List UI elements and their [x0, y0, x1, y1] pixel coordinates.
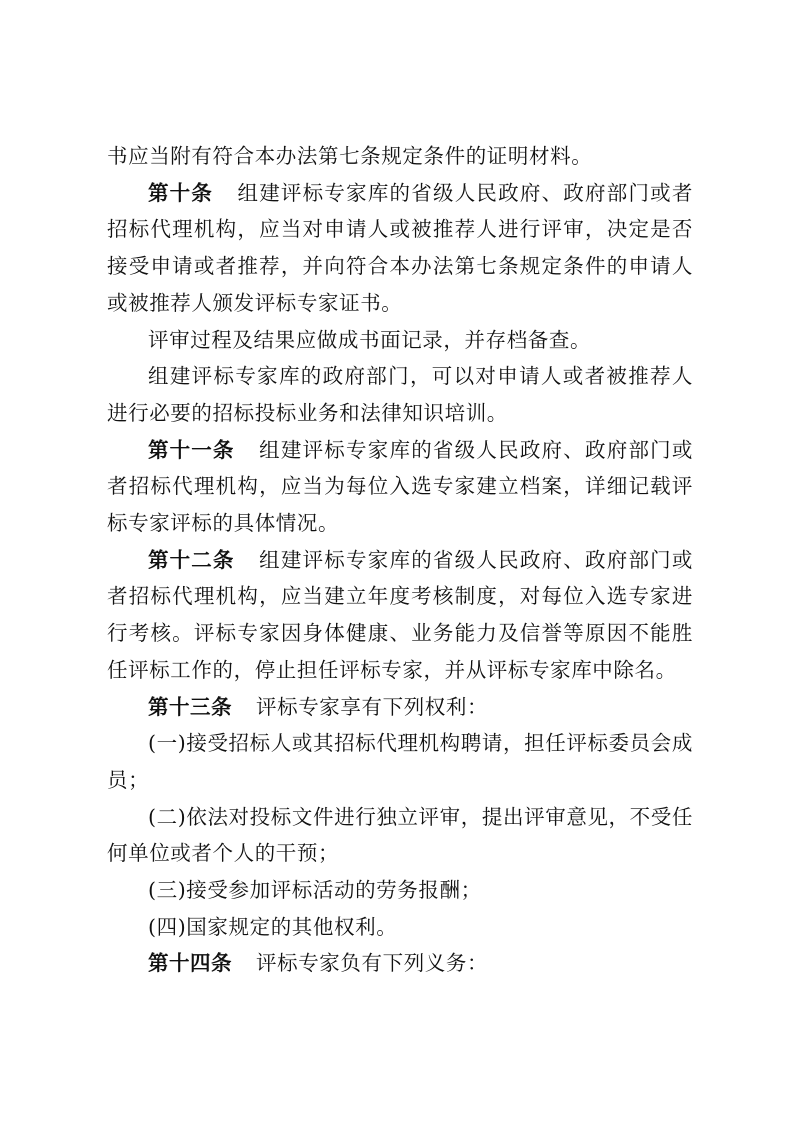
list-item-text: (二)依法对投标文件进行独立评审，提出评审意见，不受任何单位或者个人的干预； [107, 804, 693, 866]
paragraph-text: 组建评标专家库的省级人民政府、政府部门或者招标代理机构，应当建立年度考核制度，对每位入选专家进行考核。评标专家因身体健康、业务能力及信誉等原因不能胜任评标工作的，停止担任评标专家，并从评标专家库中除名。 [107, 547, 693, 682]
article-paragraph [107, 175, 693, 322]
paragraph-text: 书应当附有符合本办法第七条规定条件的证明材料。 [107, 144, 593, 168]
paragraph-text: 组建评标专家库的政府部门，可以对申请人或者被推荐人进行必要的招标投标业务和法律知识培训。 [107, 364, 693, 425]
article-title: 第十二条 [148, 547, 235, 572]
document-page [107, 138, 693, 982]
paragraph-text: 评标专家享有下列权利： [256, 694, 489, 719]
list-item [107, 725, 693, 798]
article-title: 第十三条 [148, 694, 232, 719]
list-item [107, 872, 693, 909]
list-item-text: (三)接受参加评标活动的劳务报酬； [148, 878, 482, 903]
list-item [107, 909, 693, 946]
article-paragraph [107, 689, 693, 726]
article-paragraph [107, 542, 693, 689]
paragraph [107, 138, 693, 175]
paragraph [107, 322, 693, 359]
article-title: 第十一条 [148, 437, 235, 462]
paragraph-text: 组建评标专家库的省级人民政府、政府部门或者招标代理机构，应当为每位入选专家建立档案，详细记载评标专家评标的具体情况。 [107, 437, 693, 536]
article-paragraph [107, 945, 693, 982]
list-item [107, 799, 693, 872]
list-item-text: (一)接受招标人或其招标代理机构聘请，担任评标委员会成员； [107, 731, 693, 792]
article-paragraph [107, 432, 693, 542]
paragraph [107, 358, 693, 431]
paragraph-text: 评审过程及结果应做成书面记录，并存档备查。 [148, 327, 592, 352]
article-title: 第十条 [148, 180, 213, 205]
article-title: 第十四条 [148, 951, 232, 976]
list-item-text: (四)国家规定的其他权利。 [148, 914, 398, 939]
paragraph-text: 评标专家负有下列义务： [256, 951, 489, 976]
paragraph-text: 组建评标专家库的省级人民政府、政府部门或者招标代理机构，应当对申请人或被推荐人进行评审，决定是否接受申请或者推荐，并向符合本办法第七条规定条件的申请人或被推荐人颁发评标专家证书。 [107, 180, 694, 315]
